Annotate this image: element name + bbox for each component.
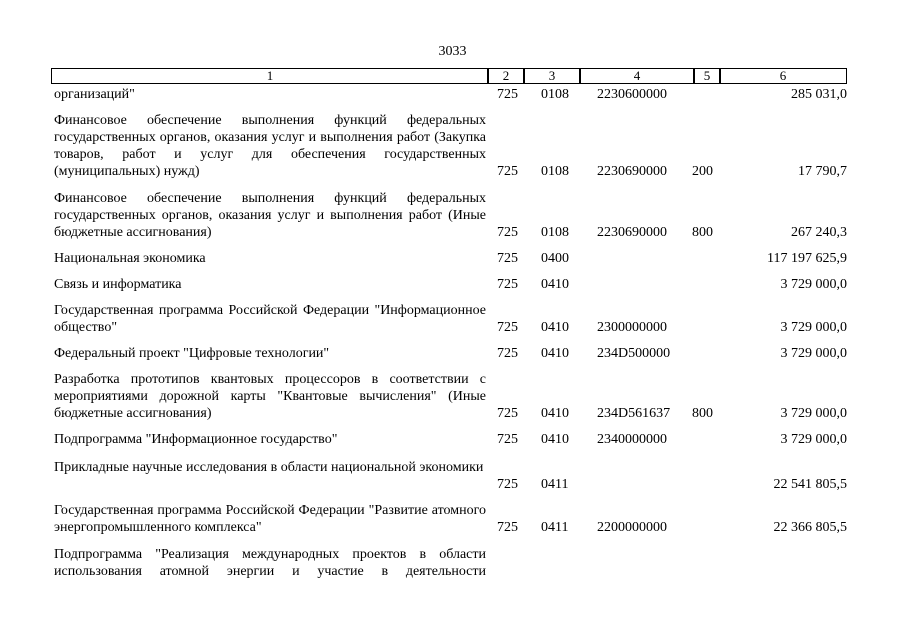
col-5-value: 800 (692, 225, 713, 240)
col-4-value: 2230690000 (597, 164, 667, 179)
row-description: Связь и информатика (54, 277, 182, 292)
row-description: Разработка прототипов квантовых процессоров в соответствии с мероприятиями дорожной карты "Квантовые вычисления" (Иные бюджетные ассигнования) (54, 372, 486, 421)
col-6-value: 285 031,0 (791, 87, 847, 102)
header-col-2: 2 (487, 68, 525, 84)
col-4-value: 2230600000 (597, 87, 667, 102)
col-4-value: 2340000000 (597, 432, 667, 447)
col-5-value: 200 (692, 164, 713, 179)
table-row (0, 502, 905, 536)
row-description: Государственная программа Российской Федерации "Информационное общество" (54, 303, 486, 335)
row-description: Прикладные научные исследования в области национальной экономики (54, 460, 484, 475)
col-3-value: 0410 (541, 432, 569, 447)
header-col-3: 3 (523, 68, 581, 84)
table-row (0, 345, 905, 362)
col-6-value: 117 197 625,9 (767, 251, 847, 266)
row-description: Государственная программа Российской Федерации "Развитие атомного энергопромышленного комплекса" (54, 503, 486, 535)
table-row (0, 190, 905, 241)
col-4-value: 2230690000 (597, 225, 667, 240)
col-2-value: 725 (497, 277, 518, 292)
col-6-value: 3 729 000,0 (780, 277, 847, 292)
table-row (0, 431, 905, 448)
row-description: Национальная экономика (54, 251, 206, 266)
header-col-6: 6 (719, 68, 847, 84)
col-6-value: 3 729 000,0 (780, 346, 847, 361)
row-description: Финансовое обеспечение выполнения функций федеральных государственных органов, оказания услуг и выполнения работ (Закупка товаров, работ и услуг для обеспечения государственных (муниципальных) нужд) (54, 113, 486, 179)
table-row (0, 276, 905, 293)
col-3-value: 0108 (541, 225, 569, 240)
col-6-value: 17 790,7 (798, 164, 847, 179)
page-number: 3033 (438, 44, 467, 59)
table-row (0, 302, 905, 336)
col-2-value: 725 (497, 251, 518, 266)
col-2-value: 725 (497, 432, 518, 447)
header-col-4: 4 (579, 68, 695, 84)
table-row (0, 112, 905, 180)
col-3-value: 0410 (541, 277, 569, 292)
header-col-5: 5 (693, 68, 721, 84)
col-2-value: 725 (497, 520, 518, 535)
col-6-value: 267 240,3 (791, 225, 847, 240)
col-6-value: 22 366 805,5 (773, 520, 847, 535)
row-description: Федеральный проект "Цифровые технологии" (54, 346, 330, 361)
col-3-value: 0400 (541, 251, 569, 266)
table-row (0, 371, 905, 422)
col-3-value: 0410 (541, 346, 569, 361)
table-row (0, 546, 905, 580)
table-row (0, 86, 905, 103)
table-row (0, 459, 905, 493)
col-5-value: 800 (692, 406, 713, 421)
col-6-value: 3 729 000,0 (780, 406, 847, 421)
col-2-value: 725 (497, 225, 518, 240)
col-4-value: 234D500000 (597, 346, 671, 361)
col-4-value: 2300000000 (597, 320, 667, 335)
col-3-value: 0108 (541, 87, 569, 102)
table-row (0, 250, 905, 267)
col-2-value: 725 (497, 477, 518, 492)
row-description: Финансовое обеспечение выполнения функций федеральных государственных органов, оказания услуг и выполнения работ (Иные бюджетные ассигнования) (54, 191, 486, 240)
col-2-value: 725 (497, 346, 518, 361)
col-3-value: 0411 (541, 520, 569, 535)
col-2-value: 725 (497, 320, 518, 335)
col-6-value: 3 729 000,0 (780, 320, 847, 335)
col-2-value: 725 (497, 164, 518, 179)
col-3-value: 0410 (541, 406, 569, 421)
row-description: Подпрограмма "Информационное государство" (54, 432, 338, 447)
table-header (51, 68, 847, 84)
col-2-value: 725 (497, 406, 518, 421)
col-2-value: 725 (497, 87, 518, 102)
col-6-value: 22 541 805,5 (773, 477, 847, 492)
col-3-value: 0411 (541, 477, 569, 492)
col-3-value: 0108 (541, 164, 569, 179)
header-col-1: 1 (51, 68, 489, 84)
row-description: организаций" (54, 87, 135, 102)
col-6-value: 3 729 000,0 (780, 432, 847, 447)
col-4-value: 234D561637 (597, 406, 671, 421)
col-3-value: 0410 (541, 320, 569, 335)
row-description: Подпрограмма "Реализация международных проектов в области использования атомной энергии и участие в деятельности (54, 547, 486, 579)
col-4-value: 2200000000 (597, 520, 667, 535)
